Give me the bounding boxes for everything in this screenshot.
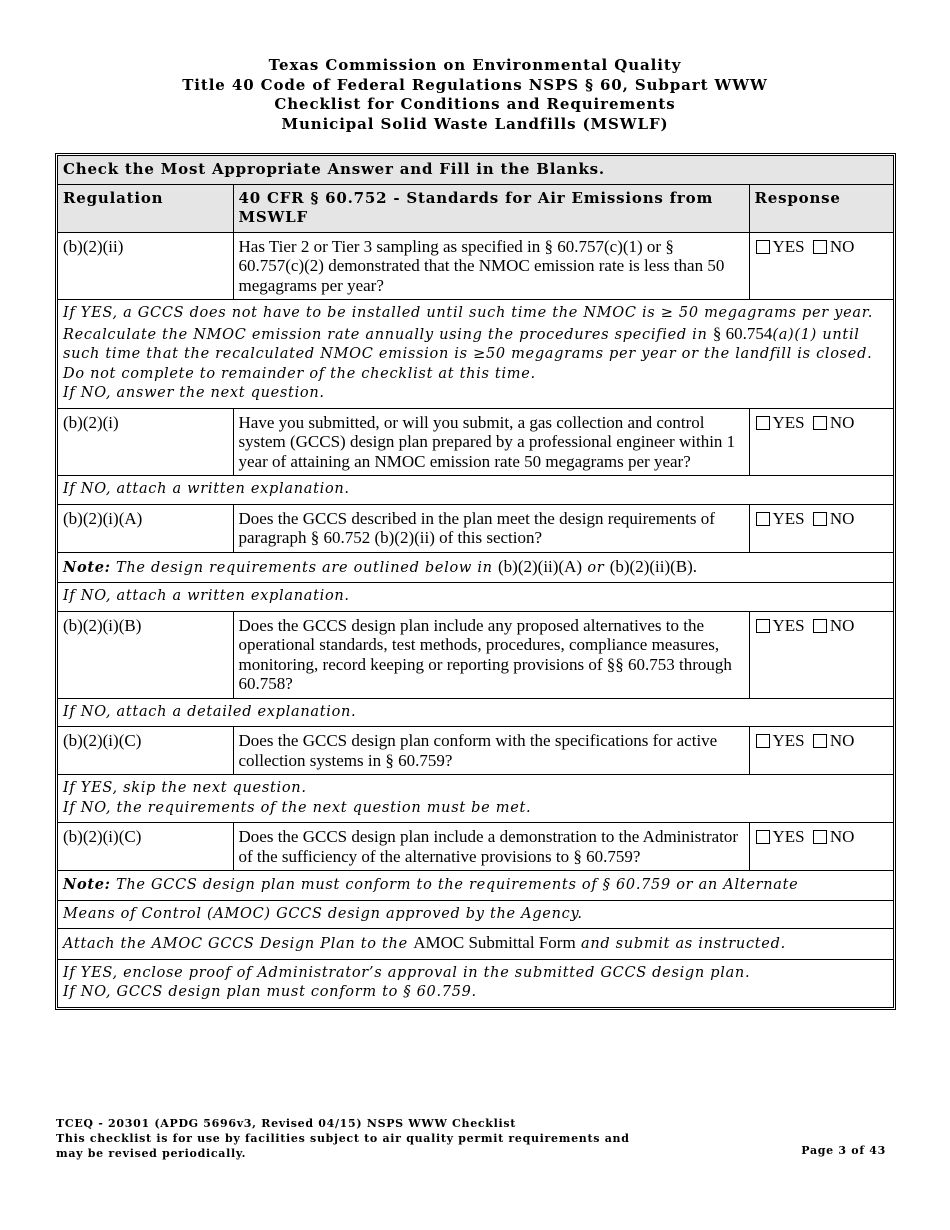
response-cell xyxy=(749,823,893,871)
instruction-note xyxy=(58,300,893,409)
document-header xyxy=(0,56,950,134)
column-header-row xyxy=(58,184,893,232)
note-row xyxy=(58,775,893,823)
note-reference: (b)(2)(ii)(A) xyxy=(498,556,583,576)
response-cell xyxy=(749,611,893,698)
amoc-submittal-form-link[interactable]: AMOC Submittal Form xyxy=(413,933,576,952)
yes-checkbox[interactable] xyxy=(756,734,770,748)
document-footer xyxy=(56,1116,630,1161)
note-text: If NO, the requirements of the next question must be met. xyxy=(63,799,532,816)
facility-type-title: Municipal Solid Waste Landfills (MSWLF) xyxy=(281,114,669,133)
regulation-cell: (b)(2)(i)(C) xyxy=(58,823,233,871)
note-row xyxy=(58,871,893,901)
response-cell xyxy=(749,727,893,775)
note-text: If NO, GCCS design plan must conform to § 60.759. xyxy=(63,984,477,1000)
note-row xyxy=(58,552,893,583)
yes-label: YES xyxy=(772,615,805,635)
note-reference: § 60.754 xyxy=(712,323,773,343)
yes-label: YES xyxy=(772,827,805,846)
note-text: Attach the AMOC GCCS Design Plan to the xyxy=(63,936,408,952)
question-row xyxy=(58,232,893,300)
question-text: Does the GCCS design plan include any proposed alternatives to the operational standards, test methods, procedures, compliance measures, monitoring, record keeping or reporting provisions of §§ 60.753 through 60.758? xyxy=(233,611,749,698)
column-header-response: Response xyxy=(749,184,893,232)
no-checkbox[interactable] xyxy=(813,416,827,430)
yes-label: YES xyxy=(772,508,805,528)
yes-checkbox[interactable] xyxy=(756,240,770,254)
question-text: Have you submitted, or will you submit, a gas collection and control system (GCCS) design plan prepared by a professional engineer within 1 year of attaining an NMOC emission rate 50 megagrams per year? xyxy=(233,408,749,476)
regulation-cell: (b)(2)(i)(C) xyxy=(58,727,233,775)
response-cell xyxy=(749,408,893,476)
note-text: If YES, skip the next question. xyxy=(63,780,307,796)
instruction-note xyxy=(58,775,893,823)
note-row xyxy=(58,476,893,505)
no-label: NO xyxy=(829,412,855,432)
checklist-title: Checklist for Conditions and Requirements xyxy=(274,95,676,113)
question-row xyxy=(58,408,893,476)
instruction-note: If NO, attach a written explanation. xyxy=(58,476,893,505)
note-row xyxy=(58,698,893,727)
column-header-standard: 40 CFR § 60.752 - Standards for Air Emissions from MSWLF xyxy=(233,184,749,232)
page-number: Page 3 of 43 xyxy=(801,1144,886,1157)
usage-note: This checklist is for use by facilities subject to air quality permit requirements and xyxy=(56,1132,630,1145)
question-text: Does the GCCS design plan conform with the specifications for active collection systems in § 60.759? xyxy=(233,727,749,775)
question-row xyxy=(58,504,893,552)
instruction-note: Means of Control (AMOC) GCCS design approved by the Agency. xyxy=(58,900,893,929)
attachment-note xyxy=(58,929,893,960)
question-row xyxy=(58,727,893,775)
question-text: Does the GCCS described in the plan meet the design requirements of paragraph § 60.752 (b)(2)(ii) of this section? xyxy=(233,504,749,552)
instruction-note: If NO, attach a detailed explanation. xyxy=(58,698,893,727)
regulation-cell: (b)(2)(i)(B) xyxy=(58,611,233,698)
design-requirements-note xyxy=(58,552,893,583)
yes-checkbox[interactable] xyxy=(756,830,770,844)
response-cell xyxy=(749,232,893,300)
yes-checkbox[interactable] xyxy=(756,619,770,633)
regulation-cell: (b)(2)(i)(A) xyxy=(58,504,233,552)
no-checkbox[interactable] xyxy=(813,734,827,748)
checklist-table xyxy=(58,156,893,1007)
regulation-title: Title 40 Code of Federal Regulations NSPS § 60, Subpart WWW xyxy=(182,75,768,94)
note-text: If YES, a GCCS does not have to be installed until such time the NMOC is ≥ 50 megagrams per year. Recalculate the NMOC emission rate annually using the procedures specified in xyxy=(63,305,874,343)
note-text: The GCCS design plan must conform to the requirements of § 60.759 or an Alternate xyxy=(116,877,799,893)
note-row xyxy=(58,900,893,929)
instruction-note: If NO, attach a written explanation. xyxy=(58,583,893,612)
note-row xyxy=(58,929,893,960)
form-id: TCEQ - 20301 (APDG 5696v3, Revised 04/15) NSPS WWW Checklist xyxy=(56,1117,517,1130)
note-row xyxy=(58,300,893,409)
note-text: (a)(1) until such time that the recalculated NMOC emission is ≥50 megagrams per year or the landfill is closed. Do not complete to remainder of the checklist at this time. xyxy=(63,326,873,382)
note-label: Note: xyxy=(63,558,111,576)
instruction-row xyxy=(58,156,893,184)
yes-checkbox[interactable] xyxy=(756,416,770,430)
note-text: If YES, enclose proof of Administrator’s approval in the submitted GCCS design plan. xyxy=(63,964,751,981)
regulation-cell: (b)(2)(ii) xyxy=(58,232,233,300)
no-label: NO xyxy=(829,827,855,846)
regulation-cell: (b)(2)(i) xyxy=(58,408,233,476)
note-row xyxy=(58,583,893,612)
no-checkbox[interactable] xyxy=(813,830,827,844)
question-text: Has Tier 2 or Tier 3 sampling as specified in § 60.757(c)(1) or § 60.757(c)(2) demonstrated that the NMOC emission rate is less than 50 megagrams per year? xyxy=(233,232,749,300)
question-text: Does the GCCS design plan include a demonstration to the Administrator of the sufficiency of the alternative provisions to § 60.759? xyxy=(233,823,749,871)
no-label: NO xyxy=(829,615,855,635)
instruction-note xyxy=(58,959,893,1007)
yes-label: YES xyxy=(772,731,805,750)
note-row xyxy=(58,959,893,1007)
note-text: The design requirements are outlined below in xyxy=(116,559,493,576)
no-checkbox[interactable] xyxy=(813,619,827,633)
note-text: or xyxy=(587,559,605,576)
note-label: Note: xyxy=(63,876,111,893)
no-checkbox[interactable] xyxy=(813,512,827,526)
no-label: NO xyxy=(829,731,855,750)
yes-checkbox[interactable] xyxy=(756,512,770,526)
instruction-text: Check the Most Appropriate Answer and Fill in the Blanks. xyxy=(58,156,893,184)
yes-label: YES xyxy=(772,236,805,256)
gccs-plan-note xyxy=(58,871,893,901)
usage-note: may be revised periodically. xyxy=(56,1147,247,1160)
agency-title: Texas Commission on Environmental Quality xyxy=(268,56,682,74)
response-cell xyxy=(749,504,893,552)
note-reference: (b)(2)(ii)(B). xyxy=(609,556,698,576)
note-text: and submit as instructed. xyxy=(580,936,786,952)
checklist-form xyxy=(55,153,896,1010)
no-checkbox[interactable] xyxy=(813,240,827,254)
column-header-regulation: Regulation xyxy=(58,184,233,232)
no-label: NO xyxy=(829,236,855,256)
yes-label: YES xyxy=(772,412,805,432)
question-row xyxy=(58,823,893,871)
question-row xyxy=(58,611,893,698)
note-text: If NO, answer the next question. xyxy=(63,385,325,401)
no-label: NO xyxy=(829,508,855,528)
